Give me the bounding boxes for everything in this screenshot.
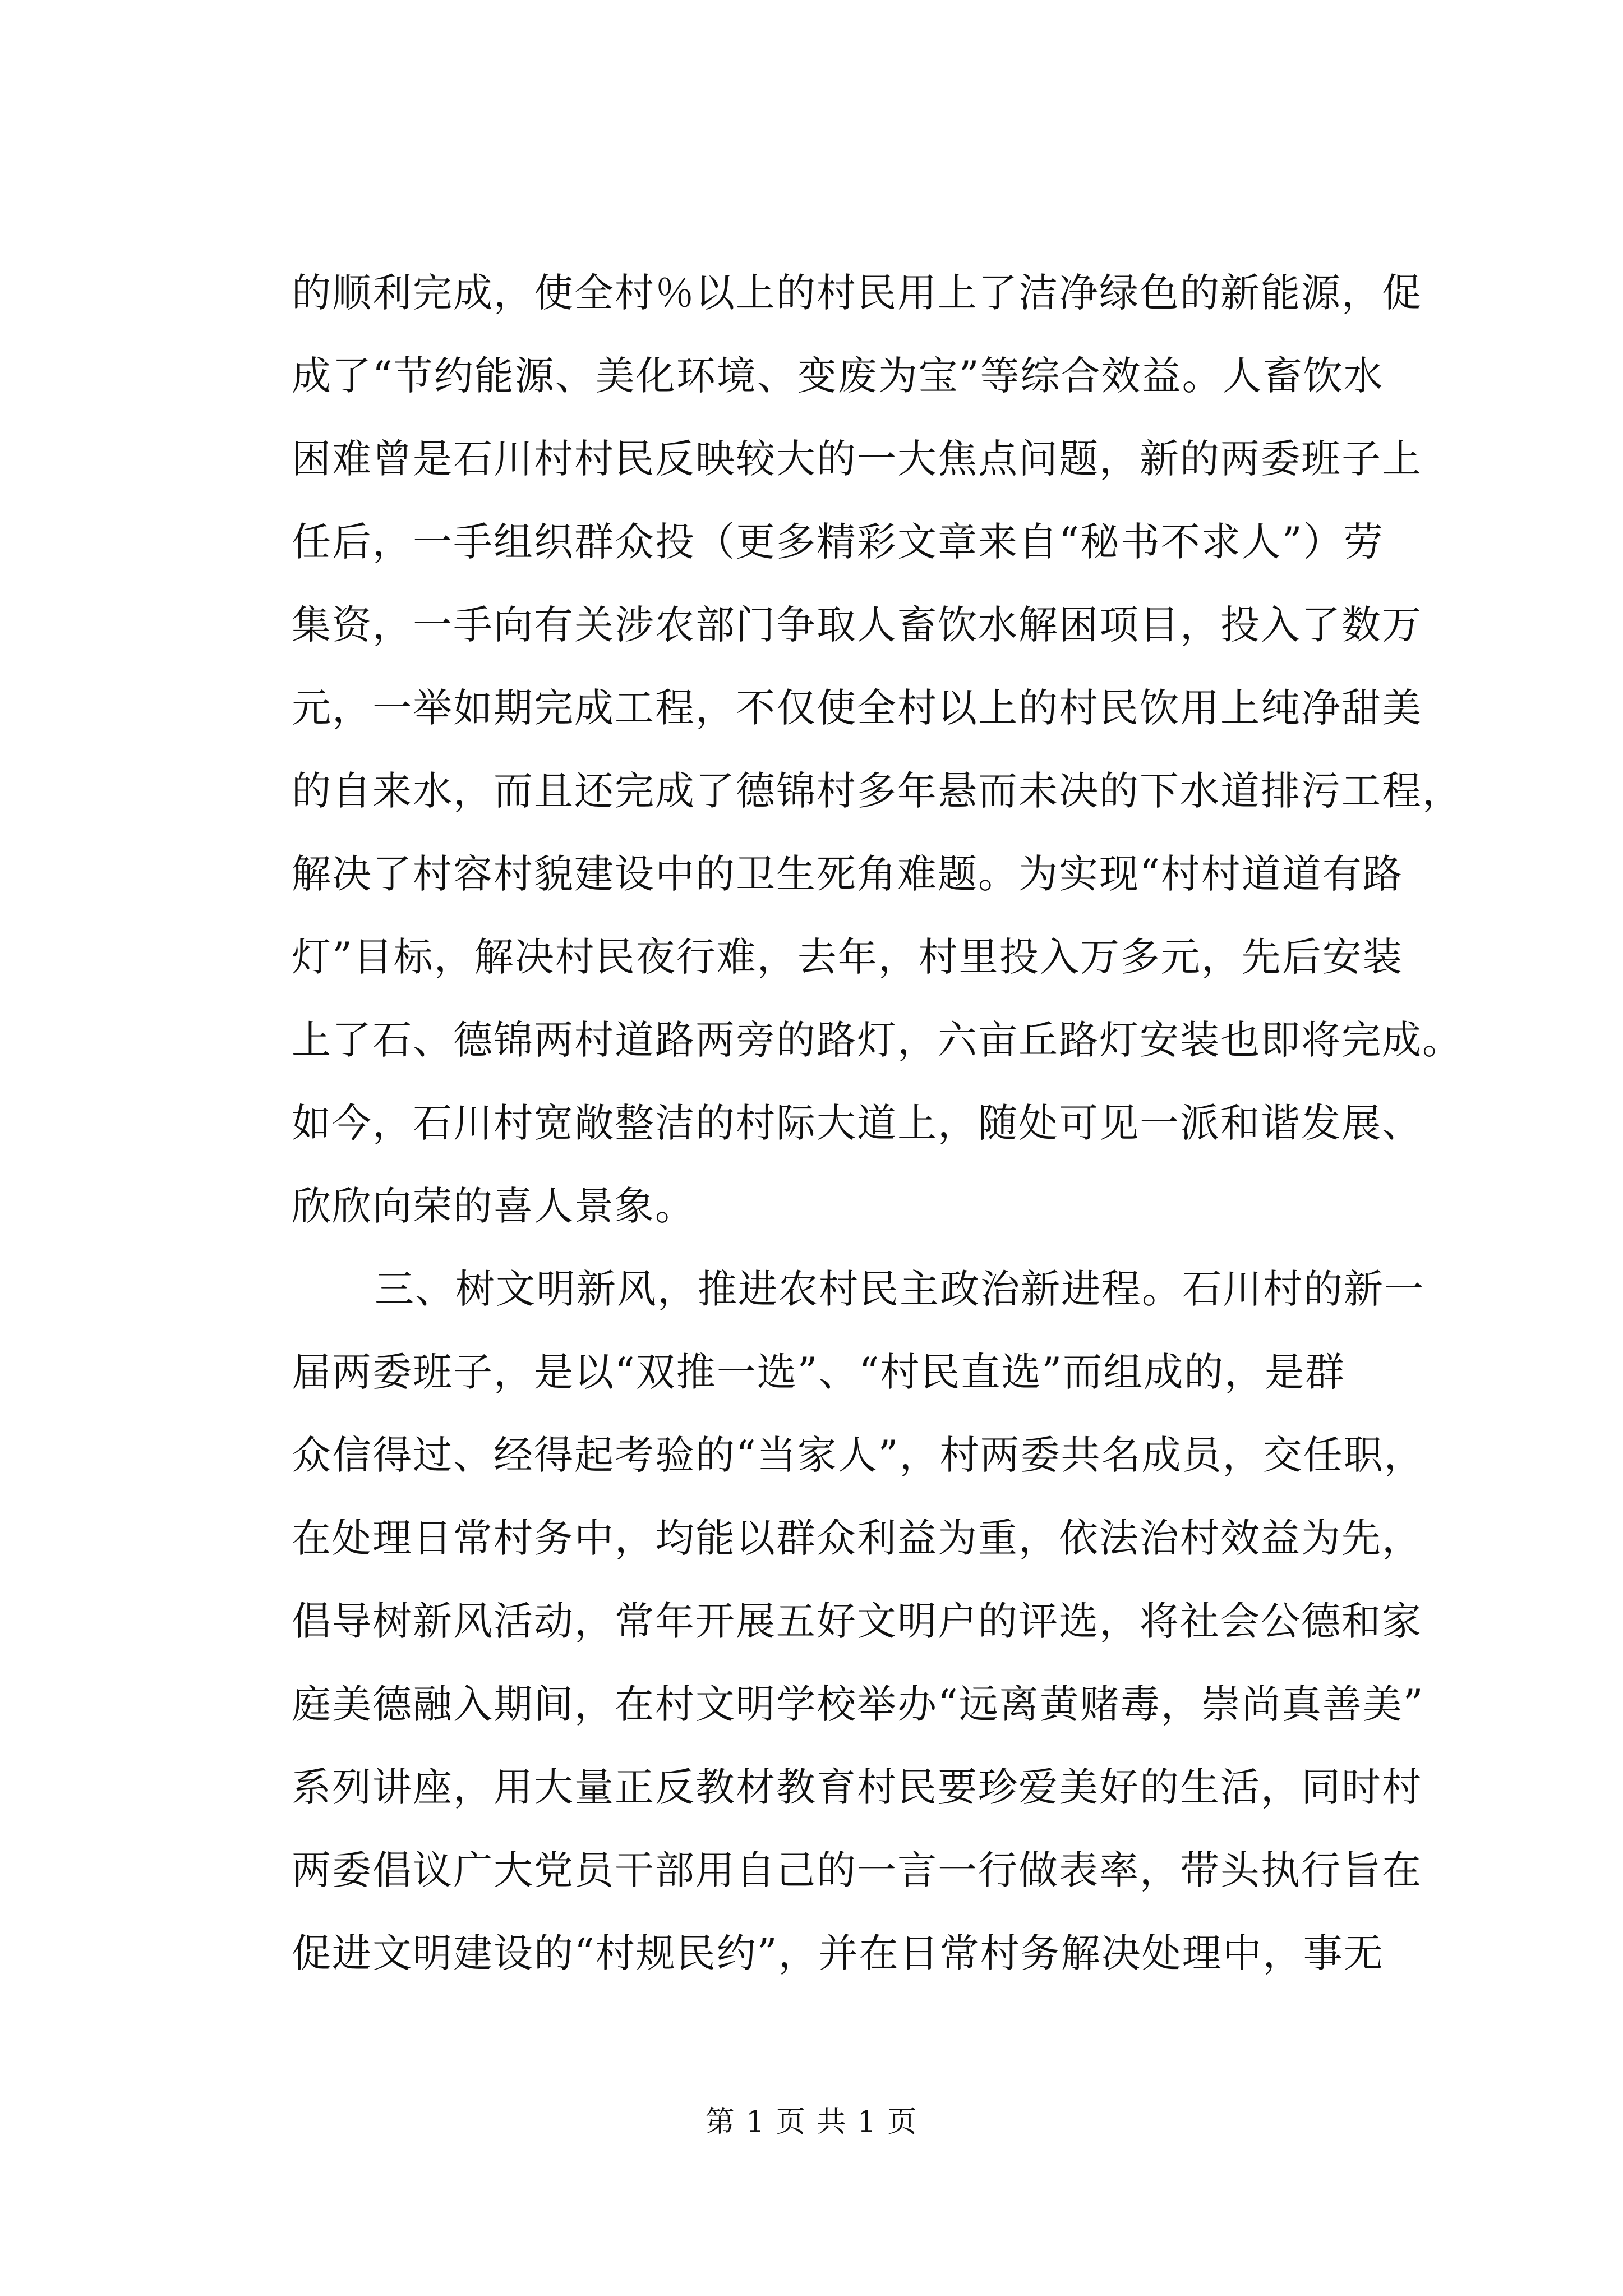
page-number-footer: 第 1 页 共 1 页: [705, 2105, 918, 2139]
text-line: 届两委班子，是以“双推一选”、“村民直选”而组成的，是群: [292, 1349, 1346, 1395]
text-line: 如今，石川村宽敞整洁的村际大道上，随处可见一派和谐发展、: [292, 1100, 1422, 1146]
paragraph-start-line: 三、树文明新风，推进农村民主政治新进程。石川村的新一: [375, 1266, 1424, 1312]
text-line: 庭美德融入期间，在村文明学校举办“远离黄赌毒，崇尚真善美”: [292, 1681, 1424, 1727]
text-line: 倡导树新风活动，常年开展五好文明户的评选，将社会公德和家: [292, 1598, 1422, 1644]
body-text: [292, 251, 1463, 1995]
text-line: 的顺利完成，使全村％以上的村民用上了洁净绿色的新能源，促: [292, 270, 1422, 316]
text-line: 促进文明建设的“村规民约”，并在日常村务解决处理中，事无: [292, 1930, 1384, 1976]
text-line: 系列讲座，用大量正反教材教育村民要珍爱美好的生活，同时村: [292, 1764, 1422, 1810]
text-line: 集资，一手向有关涉农部门争取人畜饮水解困项目，投入了数万: [292, 602, 1422, 648]
text-line: 解决了村容村貌建设中的卫生死角难题。为实现“村村道道有路: [292, 851, 1403, 897]
text-line: 上了石、德锦两村道路两旁的路灯，六亩丘路灯安装也即将完成。: [292, 1017, 1463, 1063]
text-line: 元，一举如期完成工程，不仅使全村以上的村民饮用上纯净甜美: [292, 685, 1422, 731]
text-line: 灯”目标，解决村民夜行难，去年，村里投入万多元，先后安装: [292, 934, 1403, 980]
text-line: 任后，一手组织群众投（更多精彩文章来自“秘书不求人”）劳: [292, 519, 1384, 565]
text-line: 成了“节约能源、美化环境、变废为宝”等综合效益。人畜饮水: [292, 353, 1384, 399]
text-line: 的自来水，而且还完成了德锦村多年悬而未决的下水道排污工程，: [292, 768, 1463, 814]
text-line: 困难曾是石川村村民反映较大的一大焦点问题，新的两委班子上: [292, 436, 1422, 482]
text-line: 在处理日常村务中，均能以群众利益为重，依法治村效益为先，: [292, 1515, 1422, 1561]
text-line: 欣欣向荣的喜人景象。: [292, 1183, 695, 1229]
text-line: 众信得过、经得起考验的“当家人”，村两委共名成员，交任职，: [292, 1432, 1424, 1478]
text-line: 两委倡议广大党员干部用自己的一言一行做表率，带头执行旨在: [292, 1847, 1422, 1893]
